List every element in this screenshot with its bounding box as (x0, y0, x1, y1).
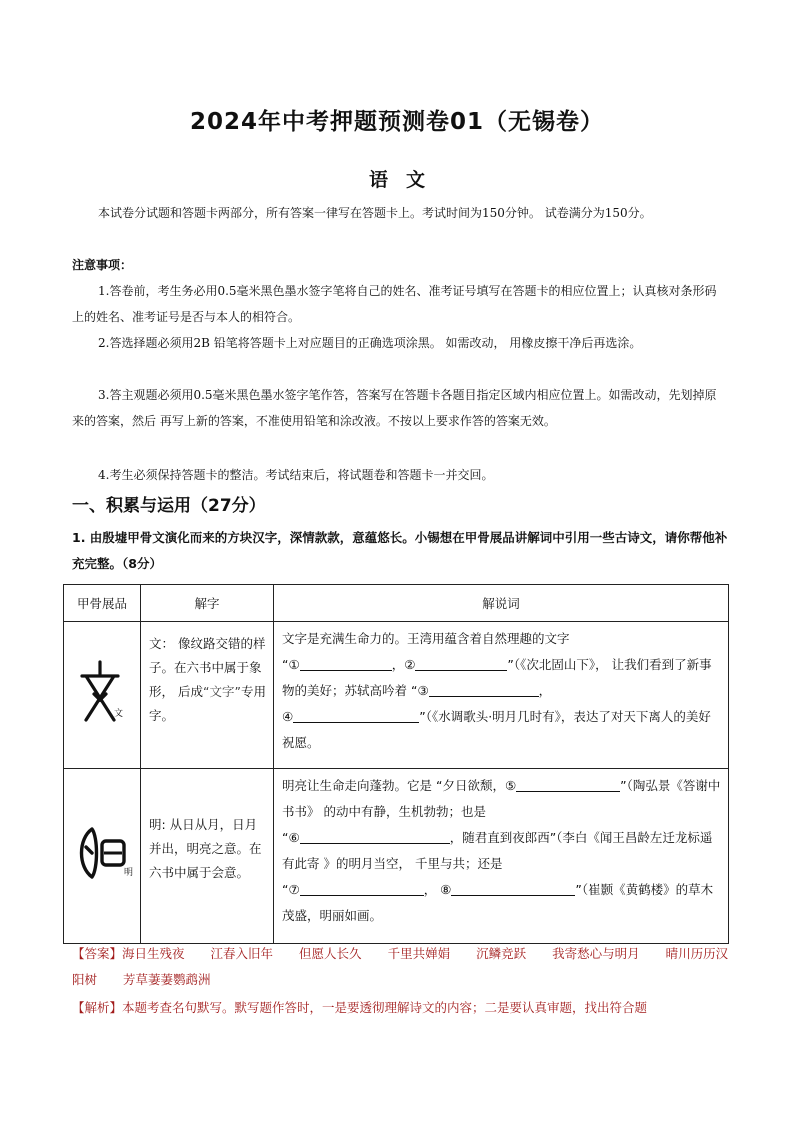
explanation-ming-cell (274, 769, 729, 944)
blank-2[interactable] (415, 654, 507, 671)
blank-8[interactable] (451, 879, 575, 896)
expl-ming-mid2: ，随君直到夜郎西”（李白《闻王昌龄左迁龙标遥有此寄 》的明月当空， 千里与共；还是 (282, 830, 713, 871)
gloss-wen-end: 专用字。 (149, 684, 266, 723)
expl-wen-mark-2: ，② (391, 657, 416, 672)
expl-wen-end: ”（《水调歌头·明月几时有》，表达了对天下离人的美好祝愿。 (282, 709, 711, 750)
blank-4[interactable] (293, 706, 419, 723)
glyph-caption-ming: 明 (124, 868, 134, 878)
expl-ming-line: 明亮让生命走向蓬勃。它是 “夕日欲颓，⑤ (282, 778, 517, 793)
explanation-wen-cell (274, 622, 729, 769)
gloss-wen-text: 文： 像纹路交错的样子。在六书中属于象形， 后成 (149, 636, 266, 699)
table-row (64, 769, 729, 944)
expl-wen-line: 文字是充满生命力的。王湾用蕴含着自然理趣的文字 (282, 631, 570, 646)
expl-ming-mark-6: “⑥ (282, 830, 300, 845)
answer-tag: 【答案】 (72, 946, 123, 961)
notice-1: 1.答卷前，考生务必用0.5毫米黑色墨水签字笔将自己的姓名、准考证号填写在答题卡的相应位置上；认真核对条形码上的姓名、准考证号是否与本人的相符合。 (72, 284, 717, 324)
expl-ming-mark-8: ， ⑧ (423, 882, 452, 897)
question-1: 1. 由殷墟甲骨文演化而来的方块汉字，深情款款，意蕴悠长。小锡想在甲骨展品讲解词中引用一些古诗文，请你帮他补充完整。（8分） (72, 530, 728, 571)
oracle-bone-table (63, 584, 729, 944)
answer-item: 我寄愁心与明月 (552, 946, 640, 961)
page-title: 2024年中考押题预测卷01（无锡卷） (189, 109, 605, 135)
answer-item: 但愿人长久 (299, 946, 362, 961)
expl-wen-mark-4: ④ (282, 709, 294, 724)
header-explanation: 解说词 (274, 585, 729, 622)
expl-wen-comma: ， (538, 683, 552, 698)
blank-3[interactable] (429, 680, 539, 697)
gloss-wen-quote: “文字” (202, 684, 241, 699)
notice-heading: 注意事项： (72, 258, 133, 272)
expl-ming-end: ”（崔颢《黄鹤楼》的草木茂盛，明丽如画。 (282, 882, 714, 923)
answer-item: 芳草萋萋鹦鹉洲 (123, 972, 211, 987)
glyph-caption-wen: 文 (114, 709, 124, 719)
notice-4: 4.考生必须保持答题卡的整洁。考试结束后，将试题卷和答题卡一并交回。 (98, 468, 494, 482)
header-exhibit: 甲骨展品 (64, 585, 141, 622)
table-header-row (64, 585, 729, 622)
gloss-ming-cell (141, 769, 274, 944)
subject-heading: 语文 (368, 169, 443, 191)
blank-1[interactable] (300, 654, 392, 671)
analysis-block (72, 995, 732, 1021)
glyph-ming-cell (64, 769, 141, 944)
table-row (64, 622, 729, 769)
section-heading: 一、积累与运用（27分） (72, 496, 266, 516)
answer-block (72, 941, 732, 993)
answer-item: 江春入旧年 (210, 946, 274, 961)
notice-3: 3.答主观题必须用0.5毫米黑色墨水签字笔作答，答案写在答题卡各题目指定区域内相应位置上。如需改动，先划掉原来的答案，然后 再写上新的答案，不准使用铅笔和涂改液。不按以上要求作答的答案无效。 (72, 388, 717, 428)
answer-item: 晴川历历汉阳树 (72, 946, 729, 987)
intro-paragraph: 本试卷分试题和答题卡两部分，所有答案一律写在答题卡上。考试时间为150分钟。 试卷满分为150分。 (98, 206, 652, 220)
header-gloss: 解字 (141, 585, 274, 622)
blank-5[interactable] (516, 775, 620, 792)
answer-item: 沉鳞竞跃 (476, 946, 527, 961)
expl-ming-mid: ”（陶弘景《答谢中书书》 的动中有静，生机勃勃；也是 (282, 778, 721, 819)
answer-item: 千里共婵娟 (387, 946, 451, 961)
blank-7[interactable] (300, 879, 424, 896)
gloss-wen-cell (141, 622, 274, 769)
expl-wen-mark-1: “① (282, 657, 300, 672)
glyph-wen-cell (64, 622, 141, 769)
expl-ming-mark-7: “⑦ (282, 882, 300, 897)
blank-6[interactable] (300, 827, 450, 844)
expl-wen-mid: ”（《次北固山下》， 让我们看到了新事物的美好；苏轼高吟着 “③ (282, 657, 712, 698)
answer-item: 海日生残夜 (122, 946, 185, 961)
analysis-tag: 【解析】 (72, 1000, 123, 1015)
analysis-text: 本题考查名句默写。默写题作答时，一是要透彻理解诗文的内容；二是要认真审题，找出符合题 (122, 1000, 648, 1015)
notice-2: 2.答选择题必须用2B 铅笔将答题卡上对应题目的正确选项涂黑。 如需改动， 用橡皮擦干净后再选涂。 (98, 336, 642, 350)
gloss-ming-text: 明: 从日从月，日月并出，明亮之意。在六书中属于会意。 (149, 817, 262, 880)
